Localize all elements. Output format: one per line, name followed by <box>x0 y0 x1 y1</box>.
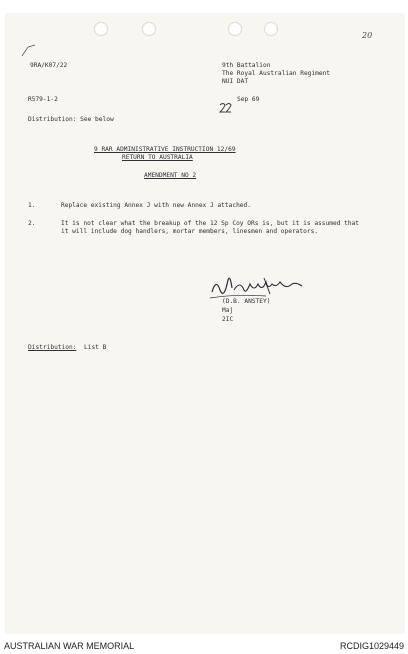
punch-hole <box>142 22 156 36</box>
archive-footer <box>0 634 408 654</box>
unit-line-2: The Royal Australian Regiment <box>222 70 331 77</box>
item-number: 2. <box>28 220 36 227</box>
distribution-top: Distribution: See below <box>28 116 114 123</box>
item-number: 1. <box>28 202 36 209</box>
signatory-rank: Maj <box>222 307 234 314</box>
amendment-heading: AMENDMENT NO 2 <box>144 172 197 179</box>
file-reference: 9RA/K07/22 <box>30 62 68 69</box>
signatory-name: (D.B. ANSTEY) <box>222 298 271 305</box>
signatory-appointment: 2IC <box>222 316 234 323</box>
page-number-mark: 20 <box>362 31 373 40</box>
punch-hole <box>264 22 278 36</box>
unit-line-1: 9th Battalion <box>222 62 271 69</box>
document-reference: R579-1-2 <box>28 96 58 103</box>
date-month-year: Sep 69 <box>237 96 260 103</box>
item-text: Replace existing Annex J with new Annex J attached. <box>61 202 251 209</box>
punch-hole <box>228 22 242 36</box>
handwritten-date-day <box>219 102 233 114</box>
instruction-subtitle: RETURN TO AUSTRALIA <box>122 154 193 161</box>
document-page <box>6 14 404 634</box>
punch-hole <box>94 22 108 36</box>
instruction-title: 9 RAR ADMINISTRATIVE INSTRUCTION 12/69 <box>94 146 236 153</box>
pen-tick-mark-icon <box>20 44 38 58</box>
unit-line-3: NUI DAT <box>222 78 249 85</box>
distribution-bottom-label: Distribution: <box>28 344 77 351</box>
distribution-bottom-value: List B <box>84 344 107 351</box>
archive-name: AUSTRALIAN WAR MEMORIAL <box>4 641 135 651</box>
item-text: It is not clear what the breakup of the 12 Sp Coy ORs is, but it is assumed that it will include dog handlers, mortar members, linesmen and operators. <box>61 220 360 235</box>
archive-id: RCDIG1029449 <box>339 641 404 651</box>
